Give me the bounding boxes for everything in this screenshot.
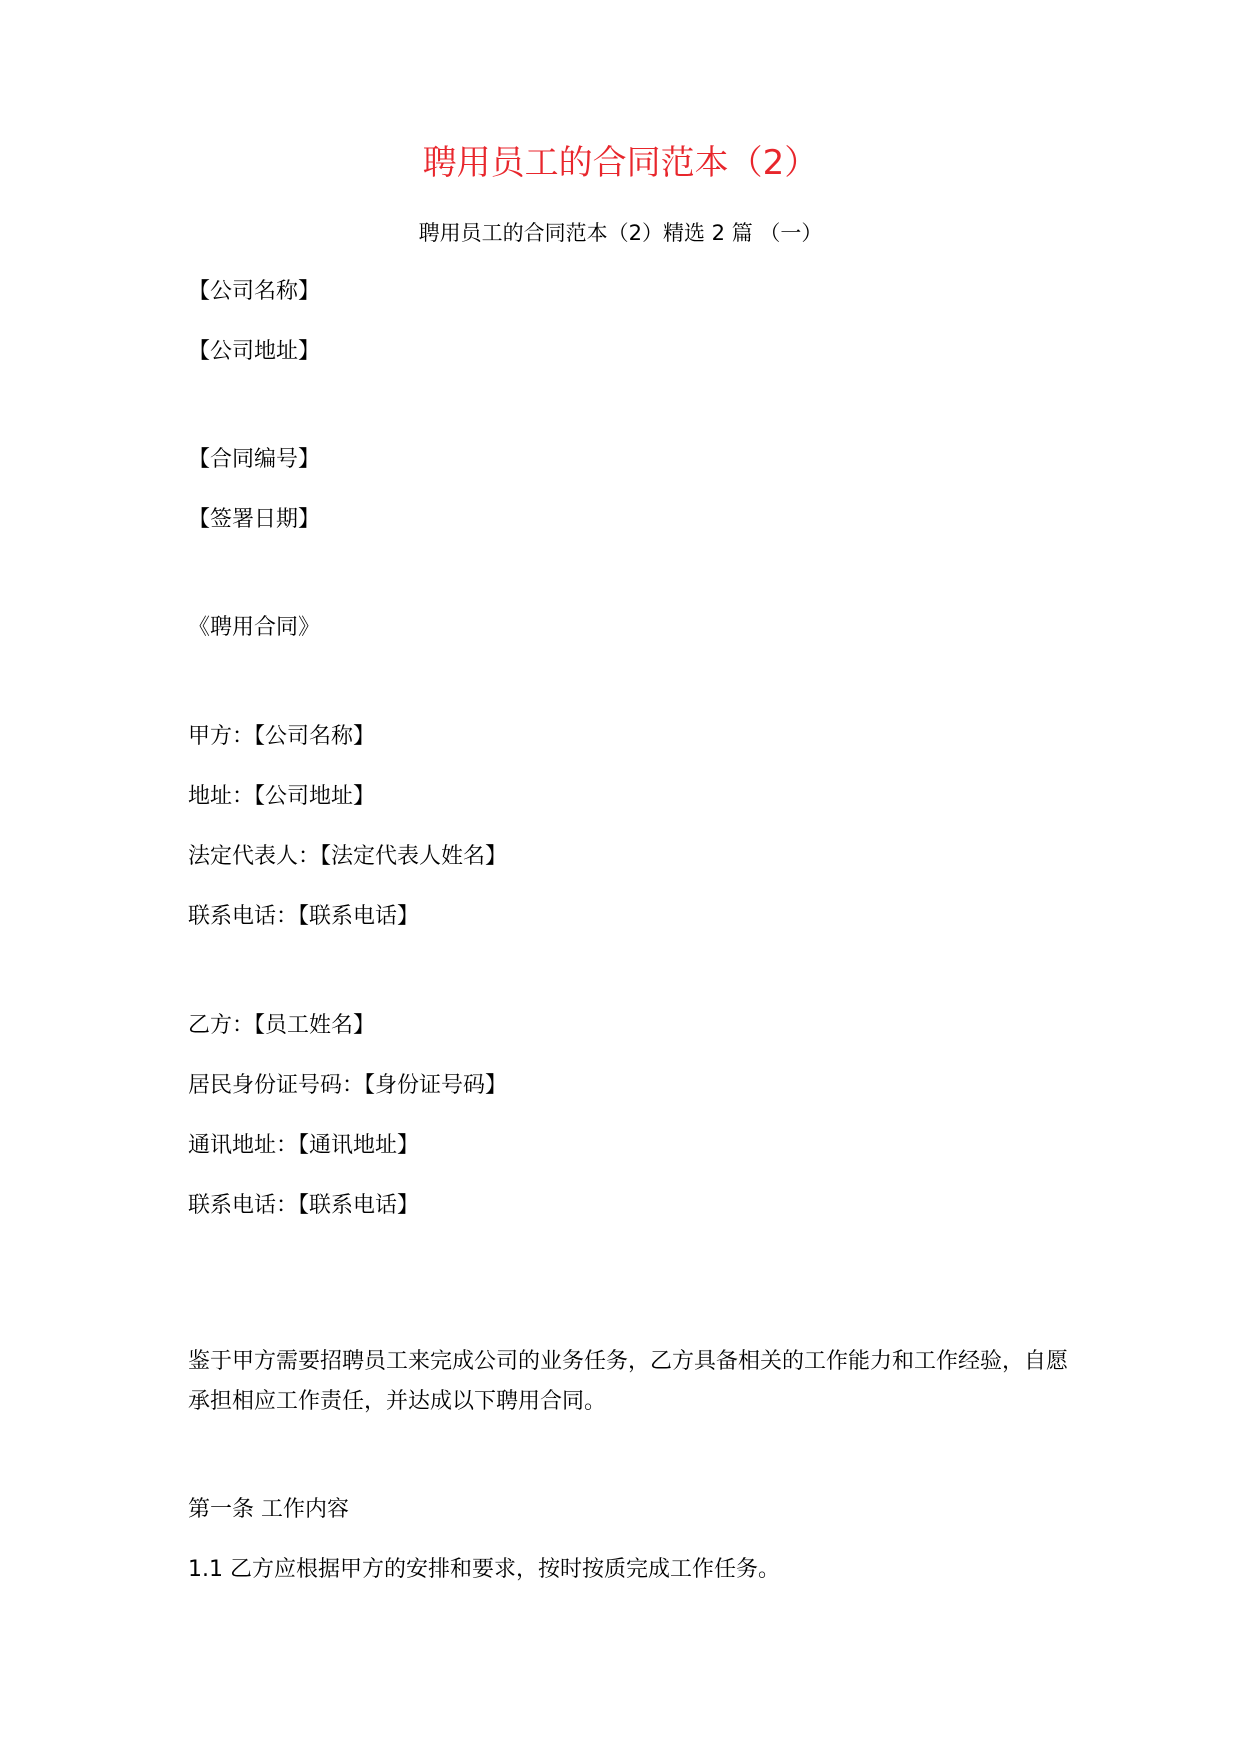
document-title: 聘用员工的合同范本（2） [422, 143, 819, 183]
party-a-legal-representative: 法定代表人：【法定代表人姓名】 [188, 844, 508, 869]
header-company-name: 【公司名称】 [188, 279, 321, 304]
header-sign-date: 【签署日期】 [188, 507, 321, 532]
party-b-address: 通讯地址：【通讯地址】 [188, 1133, 420, 1158]
preamble-paragraph: 鉴于甲方需要招聘员工来完成公司的业务任务，乙方具备相关的工作能力和工作经验，自愿承担相应工作责任，并达成以下聘用合同。 [188, 1349, 1069, 1414]
party-b-name: 乙方：【员工姓名】 [188, 1013, 376, 1038]
document-subtitle: 聘用员工的合同范本（2）精选 2 篇 （一） [418, 221, 823, 245]
party-a-phone: 联系电话：【联系电话】 [188, 904, 420, 929]
party-b-phone: 联系电话：【联系电话】 [188, 1193, 420, 1218]
header-company-address: 【公司地址】 [188, 339, 321, 364]
party-a-name: 甲方：【公司名称】 [188, 724, 376, 749]
article-1-clause-1-1: 1.1 乙方应根据甲方的安排和要求，按时按质完成工作任务。 [188, 1557, 780, 1582]
party-b-id-number: 居民身份证号码：【身份证号码】 [188, 1073, 508, 1098]
party-a-address: 地址：【公司地址】 [188, 784, 376, 809]
contract-title: 《聘用合同》 [188, 615, 321, 640]
article-1-heading: 第一条 工作内容 [188, 1497, 349, 1522]
header-contract-number: 【合同编号】 [188, 447, 321, 472]
